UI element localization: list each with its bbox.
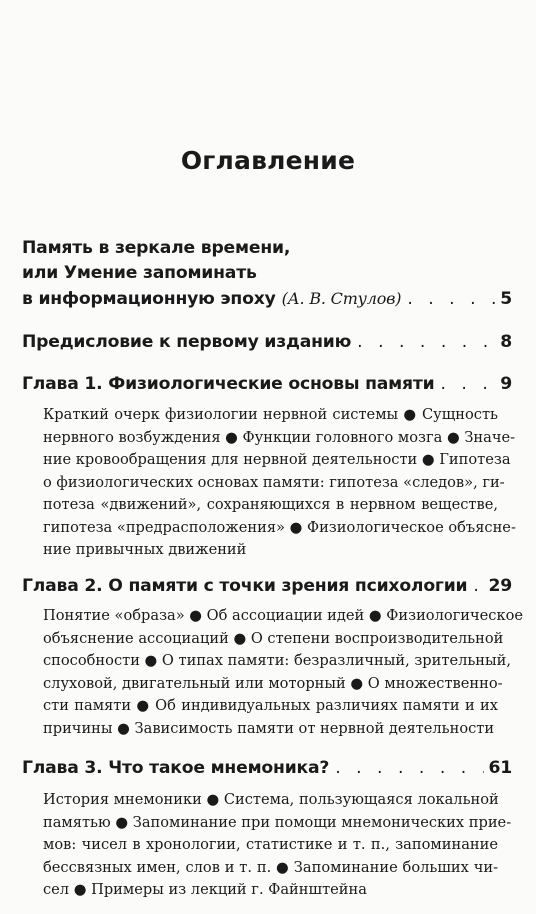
toc-entry-2-text: Предисловие к первому изданию [22, 332, 352, 352]
toc-entry-3-text: Глава 1. Физиологические основы памяти [22, 374, 435, 394]
page-title: Оглавление [180, 146, 356, 175]
toc-entry-5-text: Глава 3. Что такое мнемоника? [22, 758, 330, 778]
toc-entry-1-text-line-1: Память в зеркале времени, [22, 238, 291, 258]
toc-entry-1-text-line-2: или Умение запоминать [22, 263, 257, 283]
toc-entry-3-page: 9 [500, 374, 512, 394]
toc-entry-2[interactable] [22, 330, 512, 354]
description-line: нервного возбуждения ● Функции головного мозга ● Значе- [43, 428, 516, 446]
description-line: памятью ● Запоминание при помощи мнемонических прие- [43, 813, 512, 831]
leader-dots [473, 574, 484, 598]
leader-dots [357, 330, 496, 354]
description-line: сел ● Примеры из лекций г. Файнштейна [43, 881, 367, 898]
toc-entry-1-author: (А. В. Стулов) [281, 289, 402, 308]
description-line: ние кровообращения для нервной деятельности ● Гипотеза [43, 451, 511, 468]
description-line: объяснение ассоциаций ● О степени воспроизводительной [43, 629, 504, 647]
description-line: гипотеза «предрасположения» ● Физиологическое объясне- [43, 518, 516, 536]
toc-entry-4-description [43, 605, 524, 740]
toc-entry-3-description [43, 404, 516, 562]
description-line: сти памяти ● Об индивидуальных различиях памяти и их [43, 697, 498, 714]
toc-entry-2-page: 8 [500, 332, 512, 352]
toc-entry-4-page: 29 [488, 576, 512, 596]
toc-entry-1-text-line-3: в информационную эпоху [22, 289, 276, 309]
description-line: причины ● Зависимость памяти от нервной деятельности [43, 719, 495, 737]
toc-entry-1-line-3[interactable] [22, 287, 512, 311]
toc-entry-3[interactable] [22, 372, 512, 396]
description-line: мов: чисел в хронологии, статистике и т. п., запоминание [43, 836, 498, 853]
leader-dots [440, 372, 496, 396]
description-line: потеза «движений», сохраняющихся в нервном веществе, [43, 496, 498, 513]
toc-entry-4-text: Глава 2. О памяти с точки зрения психологии [22, 576, 468, 596]
description-line: История мнемоники ● Система, пользующаяся локальной [43, 791, 499, 808]
leader-dots [407, 287, 496, 311]
description-line: способности ● О типах памяти: безразличный, зрительный, [43, 652, 512, 669]
toc-entry-5-description [43, 789, 512, 902]
toc-entry-5-page: 61 [488, 758, 512, 778]
leader-dots [335, 756, 484, 780]
toc-entry-1-page: 5 [500, 289, 512, 309]
description-line: бессвязных имен, слов и т. п. ● Запоминание больших чи- [43, 858, 498, 876]
description-line: Краткий очерк физиологии нервной системы ● Сущность [43, 406, 498, 423]
toc-entry-1-line-1 [22, 236, 512, 260]
toc-entry-4[interactable] [22, 574, 512, 598]
description-line: слуховой, двигательный или моторный ● О множественно- [43, 674, 503, 692]
toc-entry-1-line-2 [22, 261, 512, 285]
description-line: о физиологических основах памяти: гипотеза «следов», ги- [43, 473, 505, 491]
description-line: Понятие «образа» ● Об ассоциации идей ● Физиологическое [43, 607, 524, 624]
toc-entry-5[interactable] [22, 756, 512, 780]
description-line: ние привычных движений [43, 541, 247, 558]
